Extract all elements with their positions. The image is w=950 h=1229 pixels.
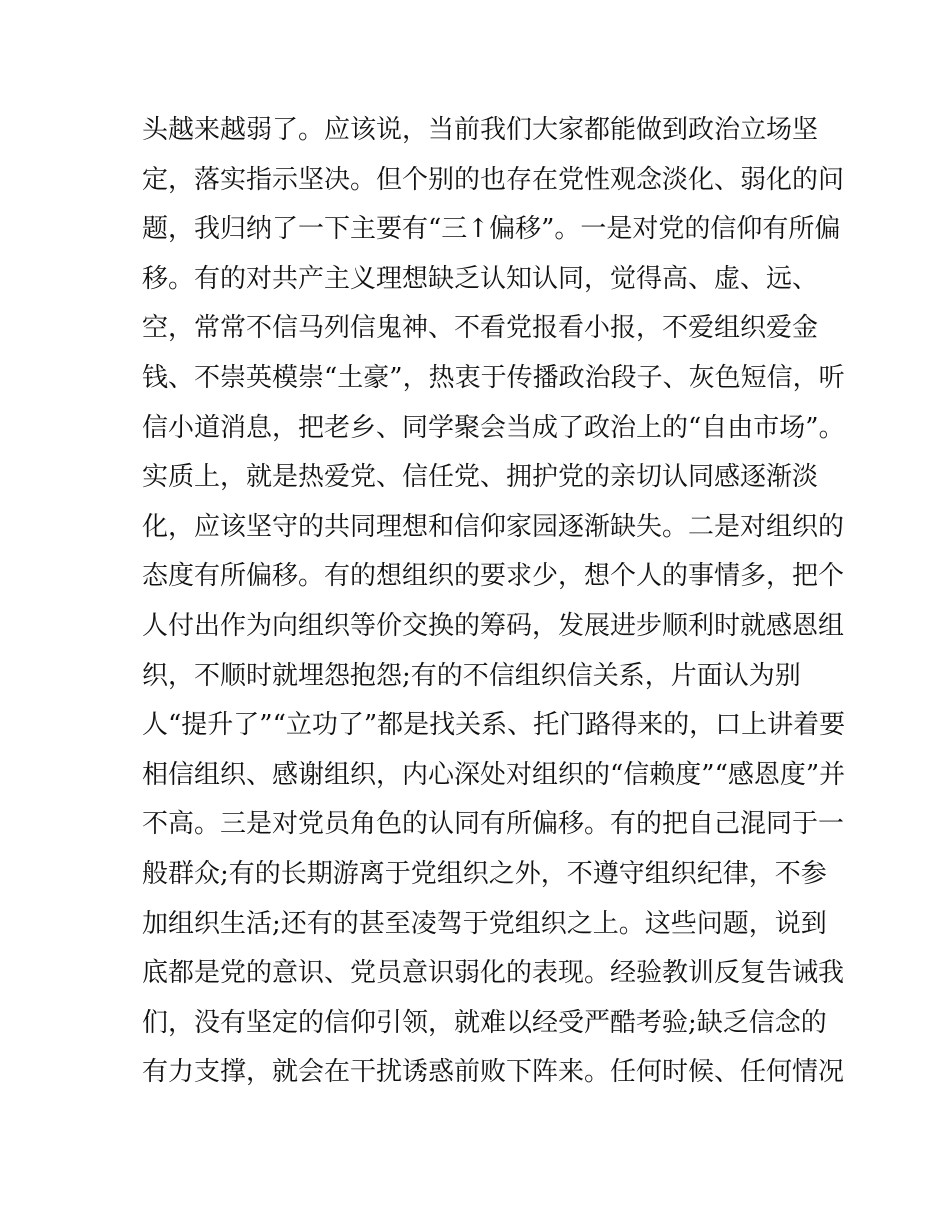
text-line: 移。有的对共产主义理想缺乏认知认同，觉得高、虚、远、: [142, 263, 819, 294]
text-line: 态度有所偏移。有的想组织的要求少，想个人的事情多，把个: [142, 561, 845, 592]
text-line: 人付出作为向组织等价交换的筹码，发展进步顺利时就感恩组: [142, 610, 845, 641]
text-line: 相信组织、感谢组织，内心深处对组织的“信赖度”“感恩度”并: [142, 759, 846, 790]
text-line: 题，我归纳了一下主要有“三↑偏移”。一是对党的信仰有所偏: [142, 214, 841, 245]
text-line: 不高。三是对党员角色的认同有所偏移。有的把自己混同于一: [142, 809, 845, 840]
text-line: 底都是党的意识、党员意识弱化的表现。经验教训反复告诫我: [142, 958, 845, 989]
text-line: 有力支撑，就会在干扰诱惑前败下阵来。任何时候、任何情况: [142, 1057, 845, 1088]
text-line: 般群众;有的长期游离于党组织之外，不遵守组织纪律，不参: [142, 858, 827, 889]
text-line: 信小道消息，把老乡、同学聚会当成了政治上的“自由市场”。: [142, 412, 845, 443]
text-line: 实质上，就是热爱党、信任党、拥护党的亲切认同感逐渐淡: [142, 462, 819, 493]
text-line: 空，常常不信马列信鬼神、不看党报看小报，不爱组织爱金: [142, 313, 819, 344]
text-line: 头越来越弱了。应该说，当前我们大家都能做到政治立场坚: [142, 115, 819, 145]
text-line: 钱、不崇英模崇“土豪”，热衷于传播政治段子、灰色短信，听: [142, 362, 845, 393]
text-line: 织，不顺时就埋怨抱怨;有的不信组织信关系，片面认为别: [142, 660, 801, 691]
text-line: 们，没有坚定的信仰引领，就难以经受严酷考验;缺乏信念的: [142, 1007, 827, 1038]
text-line: 化，应该坚守的共同理想和信仰家园逐渐缺失。二是对组织的: [142, 511, 845, 542]
text-line: 定，落实指示坚决。但个别的也存在党性观念淡化、弱化的问: [142, 164, 845, 195]
text-line: 加组织生活;还有的甚至凌驾于党组织之上。这些问题，说到: [142, 908, 827, 939]
body-text: [142, 106, 846, 1098]
text-line: 人“提升了”“立功了”都是找关系、托门路得来的，口上讲着要: [142, 710, 846, 741]
